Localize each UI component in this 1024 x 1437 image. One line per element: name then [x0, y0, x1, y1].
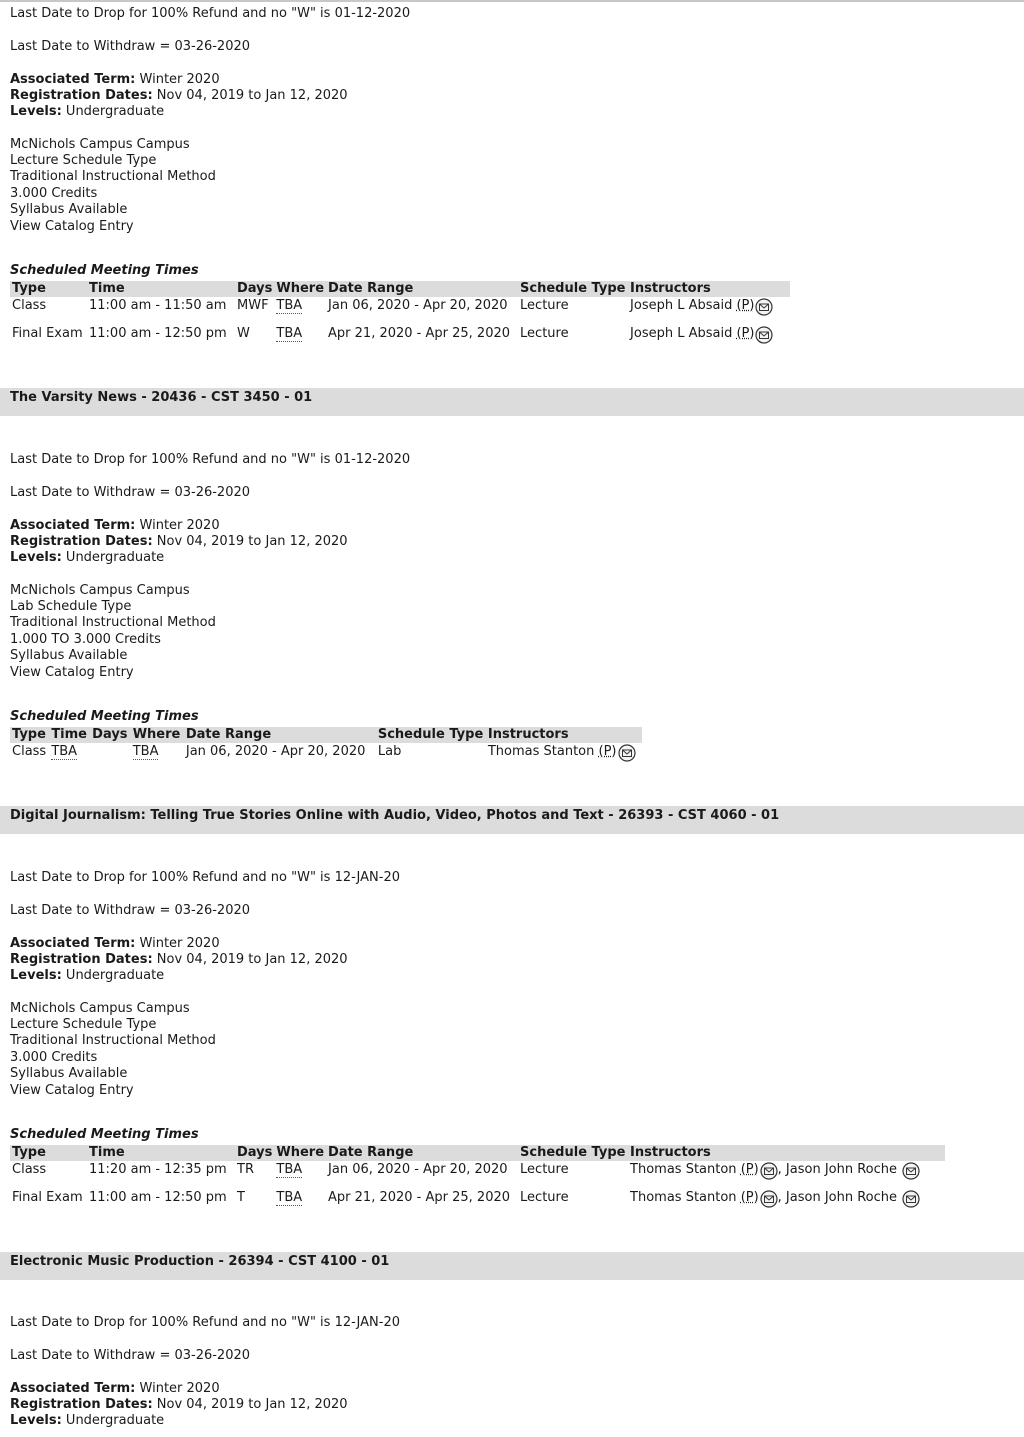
col-date-range: Date Range	[184, 727, 376, 743]
cell-where	[274, 297, 326, 325]
drop-date-text: Last Date to Drop for 100% Refund and no "W" is 12-JAN-20	[10, 1315, 400, 1330]
levels	[10, 104, 164, 120]
instructor-name-2: , Jason John Roche	[777, 1190, 898, 1205]
meeting-times-table	[10, 727, 642, 771]
cell-where	[274, 1189, 326, 1217]
cell-days: W	[237, 326, 250, 341]
withdraw-date-text: Last Date to Withdraw = 03-26-2020	[10, 485, 251, 500]
instructional-method-text: Traditional Instructional Method	[10, 615, 216, 630]
col-days: Days	[90, 727, 131, 743]
levels-label: Levels:	[10, 104, 62, 119]
email-icon[interactable]	[902, 1162, 920, 1180]
email-icon[interactable]	[760, 1162, 778, 1180]
meeting-times-title: Scheduled Meeting Times	[10, 1127, 199, 1142]
withdraw-date-text: Last Date to Withdraw = 03-26-2020	[10, 1348, 251, 1363]
col-schedule-type: Schedule Type	[518, 1145, 628, 1161]
col-instructors: Instructors	[628, 281, 790, 297]
tba-abbr: TBA	[51, 744, 78, 759]
cell-time: 11:20 am - 12:35 pm	[89, 1162, 227, 1177]
instructor-name: Thomas Stanton	[487, 744, 595, 759]
course-title-header[interactable]: Electronic Music Production - 26394 - CST 4100 - 01	[0, 1252, 1024, 1280]
term-label: Associated Term:	[10, 936, 136, 951]
table-row	[10, 1189, 945, 1217]
drop-date-text: Last Date to Drop for 100% Refund and no "W" is 01-12-2020	[10, 6, 411, 21]
tba-abbr: TBA	[276, 298, 303, 313]
col-type: Type	[10, 281, 87, 297]
levels-label: Levels:	[10, 550, 62, 565]
associated-term	[10, 936, 220, 952]
cell-instructors	[628, 1189, 945, 1217]
catalog-entry-link[interactable]: View Catalog Entry	[10, 1083, 134, 1098]
cell-date-range: Jan 06, 2020 - Apr 20, 2020	[328, 298, 508, 313]
cell-time: 11:00 am - 11:50 am	[89, 298, 227, 313]
cell-type: Final Exam	[12, 326, 83, 341]
associated-term	[10, 72, 220, 88]
reg-value: Nov 04, 2019 to Jan 12, 2020	[152, 88, 348, 103]
credits-text: 3.000 Credits	[10, 186, 98, 201]
registration-dates	[10, 88, 348, 104]
campus-text: McNichols Campus Campus	[10, 1001, 190, 1016]
col-where: Where	[131, 727, 184, 743]
col-where: Where	[276, 1145, 325, 1160]
col-date-range: Date Range	[326, 1145, 518, 1161]
table-row	[10, 325, 790, 353]
term-label: Associated Term:	[10, 1381, 136, 1396]
levels-value: Undergraduate	[61, 968, 165, 983]
cell-date-range: Apr 21, 2020 - Apr 25, 2020	[328, 1190, 511, 1205]
credits-text: 1.000 TO 3.000 Credits	[10, 632, 161, 647]
top-divider	[0, 0, 1024, 2]
cell-where	[274, 325, 326, 353]
col-instructors: Instructors	[628, 1145, 945, 1161]
registration-dates	[10, 534, 348, 550]
term-label: Associated Term:	[10, 518, 136, 533]
syllabus-link[interactable]: Syllabus Available	[10, 1066, 128, 1081]
cell-time	[49, 743, 90, 771]
campus-text: McNichols Campus Campus	[10, 583, 190, 598]
col-time: Time	[87, 281, 235, 297]
cell-date-range: Apr 21, 2020 - Apr 25, 2020	[328, 326, 511, 341]
term-value: Winter 2020	[135, 72, 220, 87]
reg-label: Registration Dates:	[10, 534, 153, 549]
instructor-name: Thomas Stanton	[630, 1190, 737, 1205]
catalog-entry-link[interactable]: View Catalog Entry	[10, 219, 134, 234]
col-days: Days	[237, 281, 273, 296]
withdraw-date-text: Last Date to Withdraw = 03-26-2020	[10, 903, 251, 918]
credits-text: 3.000 Credits	[10, 1050, 98, 1065]
primary-marker: (P)	[740, 1162, 759, 1177]
col-schedule-type: Schedule Type	[518, 281, 628, 297]
levels-value: Undergraduate	[61, 104, 165, 119]
term-value: Winter 2020	[135, 1381, 220, 1396]
schedule-type-text: Lecture Schedule Type	[10, 153, 157, 168]
cell-time: 11:00 am - 12:50 pm	[89, 326, 227, 341]
levels-value: Undergraduate	[61, 1413, 165, 1428]
cell-instructors	[486, 743, 642, 771]
reg-label: Registration Dates:	[10, 952, 153, 967]
cell-date-range: Jan 06, 2020 - Apr 20, 2020	[185, 744, 366, 759]
instructor-name-2: , Jason John Roche	[777, 1162, 898, 1177]
tba-abbr: TBA	[276, 1190, 303, 1205]
catalog-entry-link[interactable]: View Catalog Entry	[10, 665, 134, 680]
term-value: Winter 2020	[135, 936, 220, 951]
cell-days	[90, 743, 131, 771]
levels-label: Levels:	[10, 1413, 62, 1428]
table-header-row	[10, 281, 790, 297]
primary-marker: (P)	[736, 298, 755, 313]
schedule-type-text: Lecture Schedule Type	[10, 1017, 157, 1032]
cell-type: Final Exam	[12, 1190, 83, 1205]
table-row	[10, 297, 790, 325]
tba-abbr: TBA	[132, 744, 159, 759]
tba-abbr: TBA	[276, 326, 303, 341]
email-icon[interactable]	[755, 298, 773, 316]
cell-type: Class	[12, 1162, 47, 1177]
email-icon[interactable]	[760, 1190, 778, 1208]
instructor-name: Joseph L Absaid	[630, 298, 733, 313]
cell-where	[274, 1161, 326, 1189]
cell-where	[131, 743, 184, 771]
cell-type: Class	[12, 298, 47, 313]
primary-marker: (P)	[736, 326, 755, 341]
cell-type: Class	[12, 744, 47, 759]
col-time: Time	[49, 727, 90, 743]
tba-abbr: TBA	[276, 1162, 303, 1177]
levels	[10, 968, 164, 984]
cell-days: T	[237, 1190, 245, 1205]
meeting-times-title: Scheduled Meeting Times	[10, 263, 199, 278]
primary-marker: (P)	[598, 744, 617, 759]
email-icon[interactable]	[618, 744, 636, 762]
withdraw-date-text: Last Date to Withdraw = 03-26-2020	[10, 39, 251, 54]
cell-schedule-type: Lecture	[520, 1162, 569, 1177]
reg-value: Nov 04, 2019 to Jan 12, 2020	[152, 952, 348, 967]
registration-dates	[10, 1397, 348, 1413]
levels	[10, 550, 164, 566]
levels	[10, 1413, 164, 1429]
email-icon[interactable]	[755, 326, 773, 344]
table-row	[10, 1161, 945, 1189]
associated-term	[10, 1381, 220, 1397]
col-where: Where	[276, 281, 325, 296]
associated-term	[10, 518, 220, 534]
cell-days: TR	[237, 1162, 254, 1177]
syllabus-link[interactable]: Syllabus Available	[10, 202, 128, 217]
cell-schedule-type: Lab	[377, 744, 402, 759]
reg-value: Nov 04, 2019 to Jan 12, 2020	[152, 534, 348, 549]
term-value: Winter 2020	[135, 518, 220, 533]
cell-instructors	[628, 325, 790, 353]
registration-dates	[10, 952, 348, 968]
meeting-times-table	[10, 1145, 945, 1217]
meeting-times-title: Scheduled Meeting Times	[10, 709, 199, 724]
instructional-method-text: Traditional Instructional Method	[10, 169, 216, 184]
col-instructors: Instructors	[486, 727, 642, 743]
course-title-header[interactable]: The Varsity News - 20436 - CST 3450 - 01	[0, 388, 1024, 416]
reg-value: Nov 04, 2019 to Jan 12, 2020	[152, 1397, 348, 1412]
reg-label: Registration Dates:	[10, 1397, 153, 1412]
drop-date-text: Last Date to Drop for 100% Refund and no "W" is 01-12-2020	[10, 452, 411, 467]
cell-instructors	[628, 297, 790, 325]
levels-label: Levels:	[10, 968, 62, 983]
schedule-type-text: Lab Schedule Type	[10, 599, 132, 614]
table-header-row	[10, 1145, 945, 1161]
campus-text: McNichols Campus Campus	[10, 137, 190, 152]
levels-value: Undergraduate	[61, 550, 165, 565]
term-label: Associated Term:	[10, 72, 136, 87]
reg-label: Registration Dates:	[10, 88, 153, 103]
col-schedule-type: Schedule Type	[376, 727, 486, 743]
col-type: Type	[10, 727, 49, 743]
cell-time: 11:00 am - 12:50 pm	[89, 1190, 227, 1205]
col-days: Days	[237, 1145, 273, 1160]
table-header-row	[10, 727, 642, 743]
cell-schedule-type: Lecture	[520, 326, 569, 341]
table-row	[10, 743, 642, 771]
instructor-name: Thomas Stanton	[630, 1162, 737, 1177]
cell-schedule-type: Lecture	[520, 298, 569, 313]
email-icon[interactable]	[902, 1190, 920, 1208]
col-date-range: Date Range	[326, 281, 518, 297]
syllabus-link[interactable]: Syllabus Available	[10, 648, 128, 663]
cell-schedule-type: Lecture	[520, 1190, 569, 1205]
cell-days: MWF	[237, 298, 269, 313]
instructor-name: Joseph L Absaid	[630, 326, 733, 341]
col-time: Time	[87, 1145, 235, 1161]
instructional-method-text: Traditional Instructional Method	[10, 1033, 216, 1048]
meeting-times-table	[10, 281, 790, 353]
col-type: Type	[10, 1145, 87, 1161]
cell-instructors	[628, 1161, 945, 1189]
course-title-header[interactable]: Digital Journalism: Telling True Stories Online with Audio, Video, Photos and Text - 26393 - CST 4060 - 01	[0, 806, 1024, 834]
drop-date-text: Last Date to Drop for 100% Refund and no "W" is 12-JAN-20	[10, 870, 400, 885]
cell-date-range: Jan 06, 2020 - Apr 20, 2020	[328, 1162, 508, 1177]
primary-marker: (P)	[740, 1190, 759, 1205]
